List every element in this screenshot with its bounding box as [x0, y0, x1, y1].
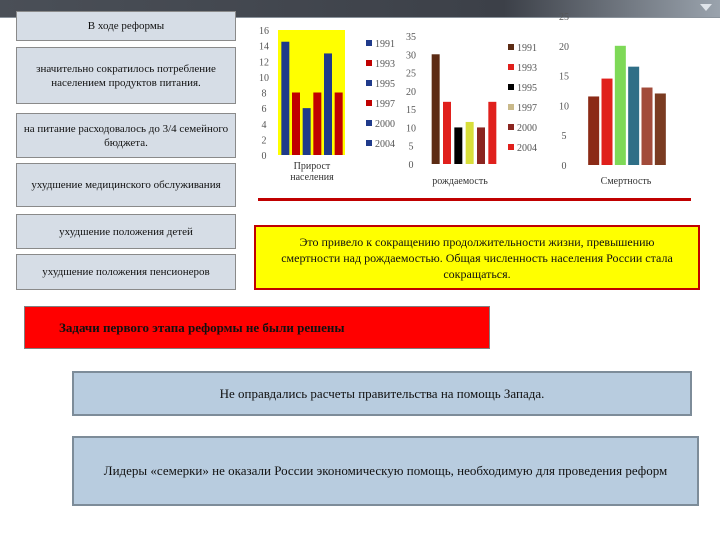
- y-tick-label: 6: [261, 104, 267, 116]
- bar-2000: [477, 127, 485, 164]
- legend-label: 1991: [517, 43, 537, 54]
- pensioners-text: ухудшение положения пенсионеров: [42, 266, 210, 278]
- consequence-text: Это привело к сокращению продолжительности жизни, превышению смертности над рождаемостью. Общая численность населения России стала сокращаться.: [281, 234, 673, 281]
- legend-label: 1997: [517, 103, 537, 114]
- g7-help-box: [72, 436, 699, 506]
- x-axis-label: населения: [290, 172, 334, 183]
- food-budget-box: [16, 113, 236, 158]
- legend-swatch: [366, 60, 372, 66]
- legend-swatch: [508, 44, 514, 50]
- food-budget-text: на питание расходовалось до 3/4 семейного бюджета.: [23, 122, 229, 149]
- legend-label: 1993: [517, 63, 537, 74]
- y-tick-label: 14: [259, 41, 269, 53]
- x-axis-label: Прирост: [293, 161, 331, 172]
- unsolved-tasks-banner: [24, 306, 490, 349]
- bar-1995: [615, 46, 626, 165]
- bar-1997: [313, 93, 321, 156]
- bar-2004: [655, 93, 666, 165]
- y-tick-label: 30: [406, 50, 416, 62]
- y-tick-label: 20: [406, 86, 416, 98]
- legend-swatch: [508, 64, 514, 70]
- y-tick-label: 25: [559, 12, 569, 23]
- bar-2000: [642, 88, 653, 165]
- pensioners-box: [16, 254, 236, 290]
- population-growth-chart: [252, 18, 402, 190]
- legend-label: 1995: [375, 79, 395, 90]
- legend-label: 2004: [517, 143, 537, 154]
- legend-label: 1997: [375, 99, 395, 110]
- bar-1991: [588, 96, 599, 165]
- mortality-svg: [552, 4, 702, 190]
- bar-2004: [488, 102, 496, 164]
- bar-1993: [292, 93, 300, 156]
- legend-swatch: [366, 140, 372, 146]
- y-tick-label: 5: [561, 131, 567, 143]
- legend-label: 2004: [375, 139, 395, 150]
- mortality-chart: [552, 4, 702, 190]
- consequence-box: [254, 225, 700, 290]
- y-tick-label: 10: [559, 101, 569, 113]
- bar-1995: [454, 127, 462, 164]
- y-tick-label: 8: [261, 88, 267, 100]
- legend-label: 1991: [375, 39, 395, 50]
- legend-label: 1993: [375, 59, 395, 70]
- medical-care-box: [16, 163, 236, 207]
- legend-swatch: [366, 100, 372, 106]
- population-growth-svg: [252, 18, 402, 190]
- y-tick-label: 10: [259, 72, 269, 84]
- food-consumption-box: [16, 47, 236, 104]
- legend-label: 1995: [517, 83, 537, 94]
- g7-help-text: Лидеры «семерки» не оказали России экономическую помощь, необходимую для проведения реформ: [103, 463, 668, 478]
- y-tick-label: 5: [408, 141, 414, 153]
- y-tick-label: 2: [261, 135, 267, 147]
- y-tick-label: 16: [259, 26, 269, 37]
- legend-swatch: [508, 124, 514, 130]
- birth-rate-chart: [400, 18, 552, 190]
- x-axis-label: рождаемость: [432, 176, 488, 187]
- bar-1995: [303, 108, 311, 155]
- medical-care-text: ухудшение медицинского обслуживания: [31, 179, 221, 191]
- bar-2004: [335, 93, 343, 156]
- bar-1997: [628, 67, 639, 165]
- bar-1993: [443, 102, 451, 164]
- y-tick-label: 35: [406, 32, 416, 43]
- red-divider: [258, 198, 691, 201]
- reform-header-text: В ходе реформы: [87, 20, 165, 32]
- y-tick-label: 0: [561, 161, 567, 172]
- y-tick-label: 20: [559, 41, 569, 53]
- west-help-text: Не оправдались расчеты правительства на помощь Запада.: [219, 385, 545, 401]
- y-tick-label: 12: [259, 57, 269, 69]
- bar-1991: [281, 42, 289, 155]
- y-tick-label: 0: [261, 151, 267, 162]
- legend-swatch: [508, 104, 514, 110]
- y-tick-label: 15: [559, 71, 569, 83]
- bar-1993: [602, 79, 613, 165]
- legend-label: 2000: [517, 123, 537, 134]
- legend-swatch: [366, 40, 372, 46]
- legend-swatch: [508, 84, 514, 90]
- y-tick-label: 0: [408, 160, 414, 171]
- legend-label: 2000: [375, 119, 395, 130]
- y-tick-label: 15: [406, 105, 416, 117]
- y-tick-label: 4: [261, 119, 267, 131]
- reform-header-box: [16, 11, 236, 41]
- children-text: ухудшение положения детей: [59, 225, 193, 238]
- west-help-box: [72, 371, 692, 416]
- y-tick-label: 10: [406, 123, 416, 135]
- unsolved-tasks-text: Задачи первого этапа реформы не были решены: [59, 319, 345, 335]
- bar-1991: [432, 54, 440, 164]
- birth-rate-svg: [400, 18, 552, 190]
- children-box: [16, 214, 236, 249]
- legend-swatch: [366, 120, 372, 126]
- legend-swatch: [508, 144, 514, 150]
- legend-swatch: [366, 80, 372, 86]
- bar-2000: [324, 53, 332, 155]
- x-axis-label: Смертность: [600, 176, 652, 187]
- bar-1997: [466, 122, 474, 164]
- y-tick-label: 25: [406, 68, 416, 80]
- food-consumption-text: значительно сократилось потребление населением продуктов питания.: [36, 62, 216, 89]
